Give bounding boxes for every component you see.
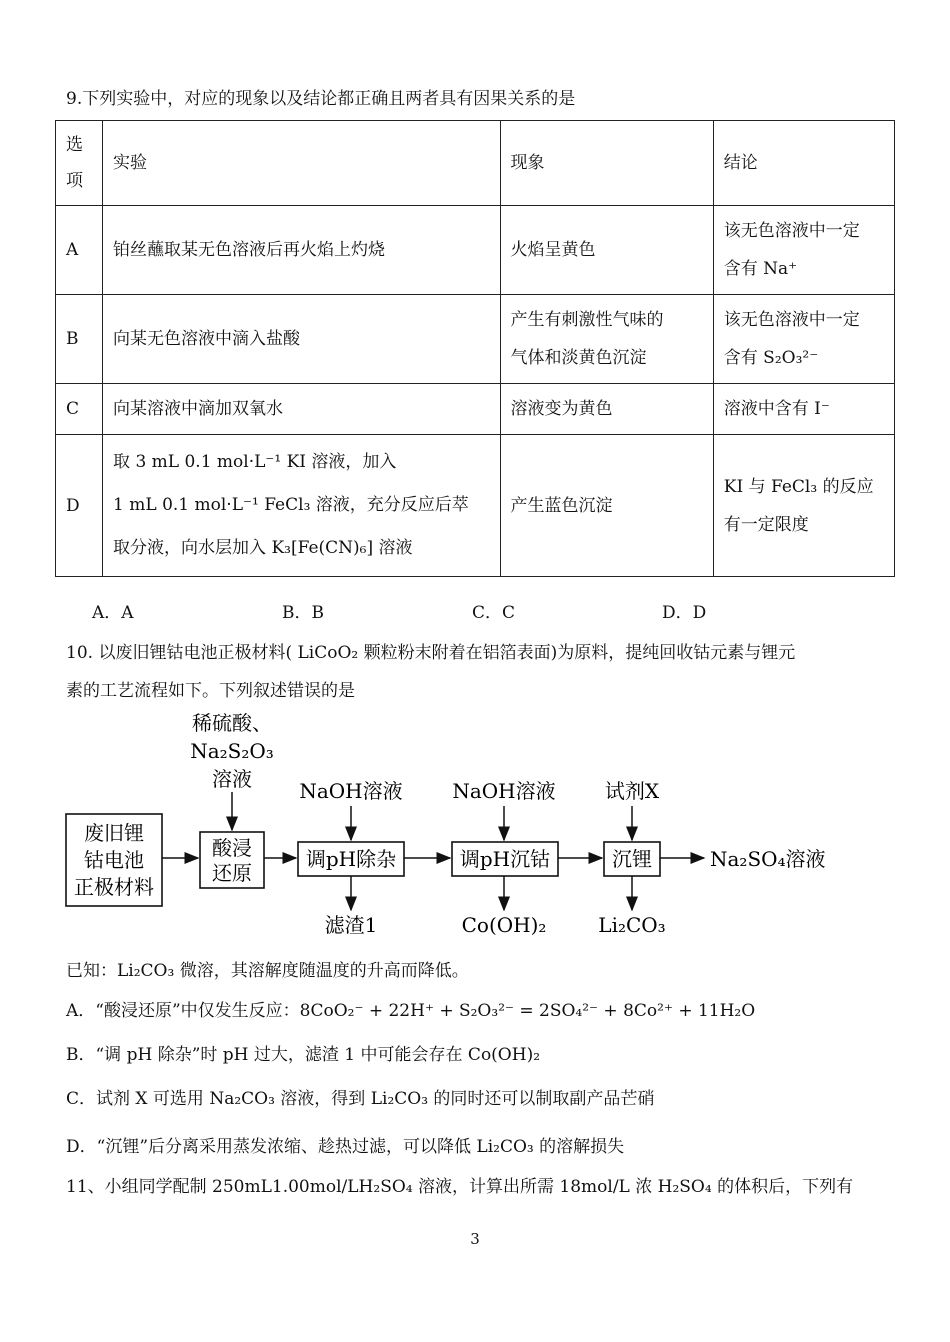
step-3-label: 调pH沉钴 xyxy=(459,847,551,871)
q9-options xyxy=(92,598,852,623)
output-4-label: Li₂CO₃ xyxy=(598,913,666,937)
q10-option-c[interactable]: C．试剂 X 可选用 Na₂CO₃ 溶液，得到 Li₂CO₃ 的同时还可以制取副产品芒硝 xyxy=(66,1089,655,1109)
header-option-1: 选 xyxy=(66,135,83,155)
step-1-label: 酸浸 xyxy=(212,836,252,860)
q9-stem: 9.下列实验中，对应的现象以及结论都正确且两者具有因果关系的是 xyxy=(66,89,576,109)
step-1-label: 还原 xyxy=(212,861,252,885)
row-experiment xyxy=(103,435,500,577)
phenomenon-line: 气体和淡黄色沉淀 xyxy=(510,348,647,368)
page-number: 3 xyxy=(470,1230,480,1248)
row-experiment: 铂丝蘸取某无色溶液后再火焰上灼烧 xyxy=(103,206,500,295)
final-product-label: Na₂SO₄溶液 xyxy=(710,847,826,871)
row-option: D xyxy=(56,435,103,577)
reagent-4-label: 试剂X xyxy=(604,779,660,803)
conclusion-line: 含有 S₂O₃²⁻ xyxy=(723,348,819,368)
phenomenon-line: 产生有刺激性气味的 xyxy=(510,310,664,330)
option-b[interactable]: B．B xyxy=(282,603,324,623)
header-phenomenon: 现象 xyxy=(500,121,713,206)
row-phenomenon: 溶液变为黄色 xyxy=(500,384,713,435)
row-conclusion xyxy=(713,295,894,384)
raw-material-label: 废旧锂 xyxy=(84,821,144,845)
q10-option-d[interactable]: D．“沉锂”后分离采用蒸发浓缩、趁热过滤，可以降低 Li₂CO₃ 的溶解损失 xyxy=(66,1137,625,1157)
row-option: A xyxy=(56,206,103,295)
row-phenomenon xyxy=(500,295,713,384)
header-option xyxy=(56,121,103,206)
q11-stem: 11、小组同学配制 250mL1.00mol/LH₂SO₄ 溶液，计算出所需 18mol/L 浓 H₂SO₄ 的体积后，下列有 xyxy=(66,1177,854,1197)
table-row xyxy=(56,206,895,295)
process-flow-diagram xyxy=(0,708,950,948)
row-conclusion xyxy=(713,435,894,577)
header-option-2: 项 xyxy=(66,171,83,191)
table-row xyxy=(56,295,895,384)
q9-table xyxy=(55,120,895,577)
conclusion-line: KI 与 FeCl₃ 的反应 xyxy=(723,476,874,497)
q10-stem-line1: 10. 以废旧锂钴电池正极材料( LiCoO₂ 颗粒粉末附着在铝箔表面)为原料，提纯回收钴元素与锂元 xyxy=(66,643,796,663)
raw-material-label: 正极材料 xyxy=(74,875,154,899)
raw-material-label: 钴电池 xyxy=(84,848,144,872)
row-option: C xyxy=(56,384,103,435)
reagent-2-label: NaOH溶液 xyxy=(299,779,403,803)
header-conclusion: 结论 xyxy=(713,121,894,206)
experiment-line: 取分液，向水层加入 K₃[Fe(CN)₆] 溶液 xyxy=(113,538,413,558)
reagent-1-label: Na₂S₂O₃ xyxy=(190,739,274,763)
option-a[interactable]: A．A xyxy=(92,603,134,623)
row-phenomenon: 火焰呈黄色 xyxy=(500,206,713,295)
table-row xyxy=(56,384,895,435)
row-conclusion xyxy=(713,206,894,295)
reagent-1-label: 溶液 xyxy=(212,767,252,791)
output-3-label: Co(OH)₂ xyxy=(461,913,547,937)
option-c[interactable]: C．C xyxy=(472,603,516,623)
q10-option-a[interactable]: A．“酸浸还原”中仅发生反应：8CoO₂⁻ + 22H⁺ + S₂O₃²⁻ = 2SO₄²⁻ + 8Co²⁺ + 11H₂O xyxy=(66,1001,756,1021)
conclusion-line: 有一定限度 xyxy=(723,514,809,535)
row-option: B xyxy=(56,295,103,384)
reagent-3-label: NaOH溶液 xyxy=(452,779,556,803)
row-experiment: 向某无色溶液中滴入盐酸 xyxy=(103,295,500,384)
q10-option-b[interactable]: B．“调 pH 除杂”时 pH 过大，滤渣 1 中可能会存在 Co(OH)₂ xyxy=(66,1045,541,1065)
step-4-label: 沉锂 xyxy=(612,847,652,871)
option-d[interactable]: D．D xyxy=(662,603,707,623)
header-experiment: 实验 xyxy=(103,121,500,206)
conclusion-line: 含有 Na⁺ xyxy=(723,259,798,279)
conclusion-line: 该无色溶液中一定 xyxy=(723,221,860,241)
row-experiment: 向某溶液中滴加双氧水 xyxy=(103,384,500,435)
step-2-label: 调pH除杂 xyxy=(305,847,397,871)
experiment-line: 1 mL 0.1 mol·L⁻¹ FeCl₃ 溶液，充分反应后萃 xyxy=(113,495,469,515)
experiment-line: 取 3 mL 0.1 mol·L⁻¹ KI 溶液，加入 xyxy=(113,452,397,472)
table-row xyxy=(56,435,895,577)
row-conclusion: 溶液中含有 I⁻ xyxy=(713,384,894,435)
q10-known: 已知：Li₂CO₃ 微溶，其溶解度随温度的升高而降低。 xyxy=(66,961,469,981)
q10-stem-line2: 素的工艺流程如下。下列叙述错误的是 xyxy=(66,681,355,701)
conclusion-line: 该无色溶液中一定 xyxy=(723,310,860,330)
output-2-label: 滤渣1 xyxy=(324,913,378,937)
row-phenomenon: 产生蓝色沉淀 xyxy=(500,435,713,577)
reagent-1-label: 稀硫酸、 xyxy=(192,711,272,735)
table-header-row xyxy=(56,121,895,206)
